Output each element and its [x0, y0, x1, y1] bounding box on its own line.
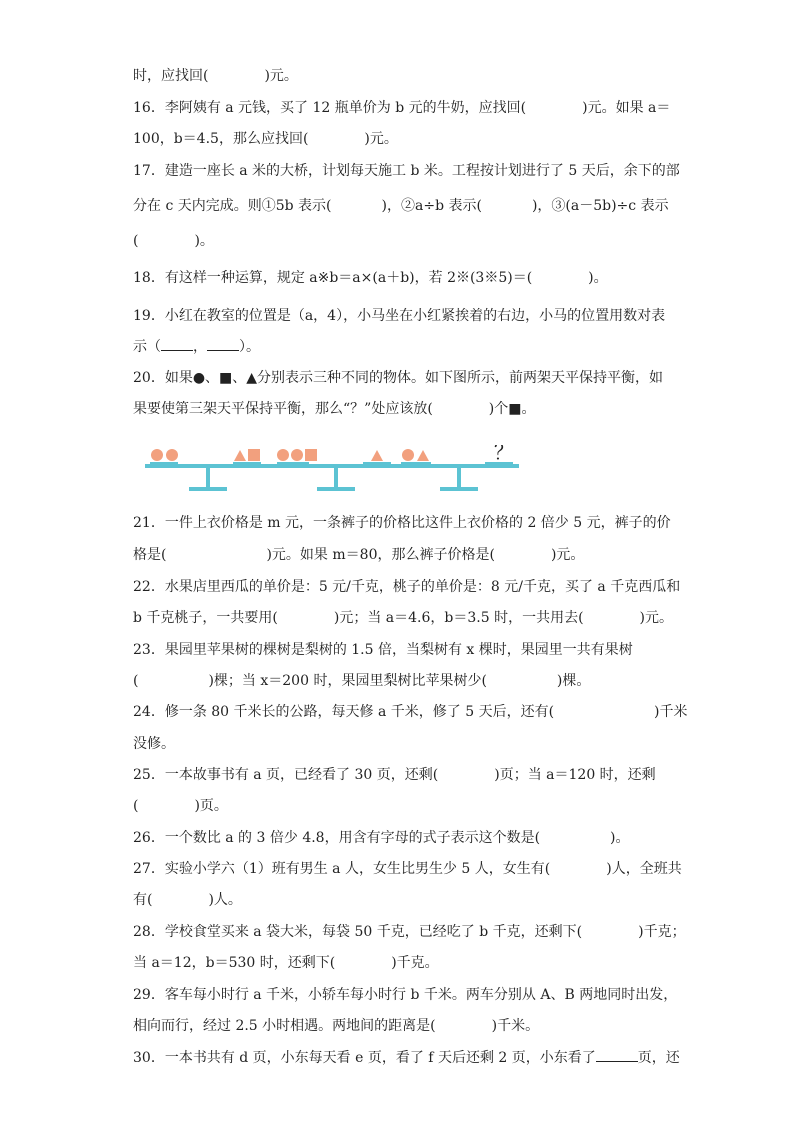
pan-right	[363, 462, 391, 465]
text-segment: 22．水果店里西瓜的单价是：5 元/千克，桃子的单价是：8 元/千克，买了 a 千克西瓜和	[133, 579, 681, 595]
text-segment: (	[133, 233, 139, 249]
text-line	[133, 161, 680, 181]
text-segment: )人，全班共	[606, 861, 682, 877]
text-line	[133, 336, 260, 357]
text-segment: )页；当 a＝120 时，还剩	[494, 767, 656, 783]
pan-left	[277, 462, 309, 465]
circle-shape	[166, 449, 178, 461]
text-segment: 相向而行，经过 2.5 小时相遇。两地间的距离是(	[133, 1018, 436, 1034]
square-shape	[305, 449, 317, 461]
balance-scales-svg	[145, 445, 525, 501]
text-segment: )元。	[639, 610, 674, 626]
text-line	[133, 98, 670, 118]
text-line	[133, 129, 398, 149]
triangle-shape	[371, 450, 383, 461]
text-line	[133, 796, 228, 816]
text-segment: )元。如果 m＝80，那么裤子价格是(	[266, 547, 495, 563]
text-segment: )元。	[264, 68, 298, 84]
post	[334, 468, 338, 488]
text-line	[133, 399, 535, 419]
text-segment: 17．建造一座长 a 米的大桥，计划每天施工 b 米。工程按计划进行了 5 天后，余下的部	[133, 163, 680, 179]
text-line	[133, 828, 630, 848]
text-segment: )。	[588, 270, 608, 286]
text-segment: 20．如果●、■、▲分别表示三种不同的物体。如下图所示，前两架天平保持平衡，如	[133, 370, 664, 386]
text-line	[133, 513, 671, 533]
text-segment: ）。	[239, 339, 260, 355]
post	[457, 468, 461, 488]
text-segment: )元。如果 a＝	[582, 100, 671, 116]
text-line	[133, 545, 584, 565]
text-segment: )千克；	[638, 924, 686, 940]
text-line	[133, 640, 633, 660]
text-segment: 格是(	[133, 547, 167, 563]
text-segment: 19．小红在教室的位置是（a，4），小马坐在小红紧挨着的右边，小马的位置用数对表	[133, 308, 666, 324]
text-segment: )元。	[364, 131, 398, 147]
text-line	[133, 196, 669, 216]
text-segment: 没修。	[133, 736, 175, 752]
text-segment: 25．一本故事书有 a 页，已经看了 30 页，还剩(	[133, 767, 439, 783]
base	[189, 487, 227, 491]
text-segment: )，③(a－5b)÷c 表示	[531, 198, 669, 214]
balance-scale-2	[273, 449, 403, 491]
text-line	[133, 702, 688, 722]
text-line	[133, 1047, 680, 1068]
text-segment: )千克。	[391, 955, 439, 971]
answer-blank	[207, 336, 239, 351]
text-line	[133, 268, 608, 288]
text-line	[133, 231, 214, 251]
text-line	[133, 608, 673, 628]
text-line	[133, 577, 680, 597]
base	[317, 487, 355, 491]
text-line	[133, 859, 682, 879]
answer-blank	[161, 336, 193, 351]
text-segment: 30．一本书共有 d 页，小东每天看 e 页，看了 f 天后还剩 2 页，小东看了	[133, 1050, 596, 1066]
text-segment: 100，b＝4.5，那么应找回(	[133, 131, 309, 147]
text-segment: 26．一个数比 a 的 3 倍少 4.8，用含有字母的式子表示这个数是(	[133, 830, 541, 846]
text-line	[133, 985, 677, 1005]
text-line	[133, 953, 439, 973]
circle-shape	[291, 449, 303, 461]
text-segment: 18．有这样一种运算，规定 a※b＝a×(a＋b)，若 2※(3※5)＝(	[133, 270, 533, 286]
text-line	[133, 368, 663, 388]
base	[440, 487, 478, 491]
text-segment: 当 a＝12，b＝530 时，还剩下(	[133, 955, 336, 971]
text-line	[133, 671, 590, 691]
text-segment: 果要使第三架天平保持平衡，那么“？”处应该放(	[133, 401, 433, 417]
text-line	[133, 306, 665, 326]
text-segment: 28．学校食堂买来 a 袋大米，每袋 50 千克，已经吃了 b 千克，还剩下(	[133, 924, 583, 940]
text-segment: )人。	[208, 892, 242, 908]
text-segment: 29．客车每小时行 a 千米，小轿车每小时行 b 千米。两车分别从 A、B 两地同时出发，	[133, 987, 678, 1003]
pan-left	[401, 462, 431, 465]
text-segment: )，②a÷b 表示(	[381, 198, 482, 214]
triangle-shape	[234, 450, 246, 461]
square-shape	[248, 449, 260, 461]
text-line	[133, 765, 656, 785]
text-line	[133, 922, 686, 942]
triangle-shape	[417, 450, 429, 461]
text-line	[133, 734, 175, 754]
text-segment: )千米。	[491, 1018, 540, 1034]
post	[206, 468, 210, 488]
text-segment: )千米	[654, 704, 688, 720]
text-segment: )元。	[550, 547, 585, 563]
text-segment: 有(	[133, 892, 153, 908]
text-segment: )棵；当 x＝200 时，果园里梨树比苹果树少(	[208, 673, 487, 689]
circle-shape	[151, 449, 163, 461]
text-segment: 分在 c 天内完成。则①5b 表示(	[133, 198, 332, 214]
circle-shape	[402, 449, 414, 461]
text-line	[133, 1016, 539, 1036]
text-segment: 23．果园里苹果树的棵树是梨树的 1.5 倍，当梨树有 x 棵时，果园里一共有果树	[133, 642, 633, 658]
balance-scale-3	[399, 445, 519, 491]
text-line	[133, 890, 242, 910]
balance-scale-1	[145, 449, 275, 491]
text-segment: )。	[610, 830, 630, 846]
text-segment: )个■。	[488, 401, 536, 417]
pan-left	[150, 462, 178, 465]
pan-right	[233, 462, 261, 465]
text-segment: 27．实验小学六（1）班有男生 a 人，女生比男生少 5 人，女生有(	[133, 861, 551, 877]
balance-scales-figure	[145, 445, 525, 505]
text-segment: ，	[193, 339, 207, 355]
text-segment: (	[133, 798, 139, 814]
text-segment: 页，还	[637, 1050, 680, 1066]
question-mark: ？	[494, 445, 514, 464]
text-segment: )页。	[194, 798, 228, 814]
text-segment: b 千克桃子，一共要用(	[133, 610, 278, 626]
text-segment: )元；当 a＝4.6，b＝3.5 时，一共用去(	[333, 610, 584, 626]
text-line	[133, 66, 298, 86]
text-segment: )棵。	[556, 673, 591, 689]
circle-shape	[277, 449, 289, 461]
answer-blank	[596, 1047, 638, 1062]
text-segment: 21．一件上衣价格是 m 元，一条裤子的价格比这件上衣价格的 2 倍少 5 元，裤子的价	[133, 515, 671, 531]
text-segment: 示（	[133, 339, 161, 355]
text-segment: 24．修一条 80 千米长的公路，每天修 a 千米，修了 5 天后，还有(	[133, 704, 555, 720]
text-segment: (	[133, 673, 139, 689]
text-segment: )。	[194, 233, 214, 249]
text-segment: 16．李阿姨有 a 元钱，买了 12 瓶单价为 b 元的牛奶，应找回(	[133, 100, 527, 116]
text-segment: 时，应找回(	[133, 68, 209, 84]
